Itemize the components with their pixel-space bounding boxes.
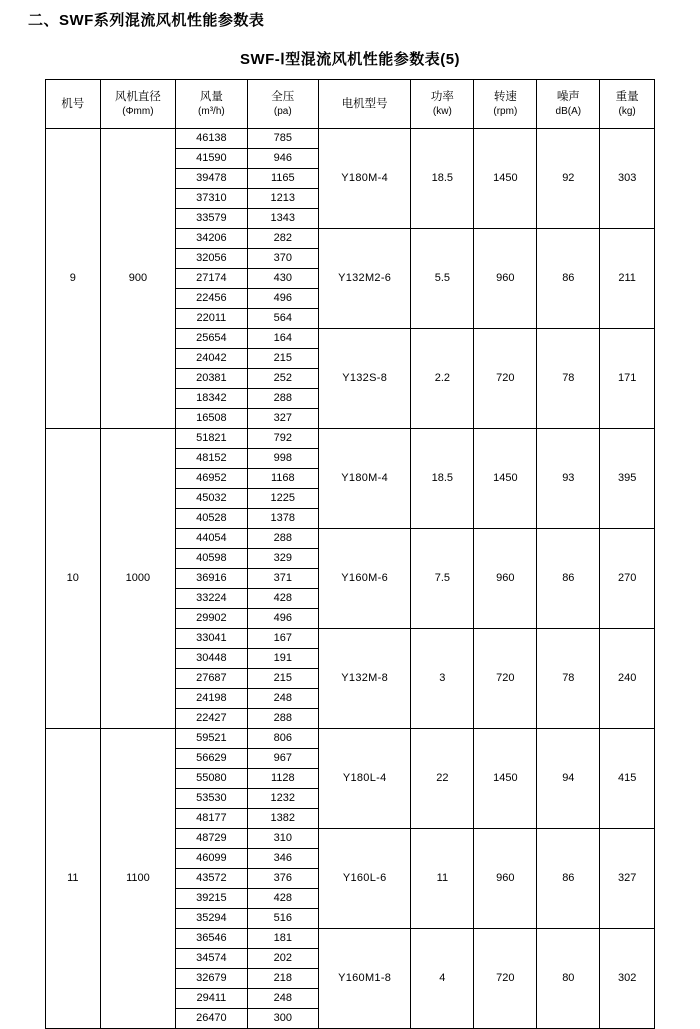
cell-speed: 1450: [474, 429, 537, 529]
cell-motor-model: Y180M-4: [318, 129, 410, 229]
header-noise-unit: dB(A): [555, 106, 582, 117]
cell-flow: 48177: [176, 809, 247, 829]
cell-pressure: 288: [247, 389, 318, 409]
header-weight-unit: (kg): [618, 106, 636, 117]
cell-flow: 34206: [176, 229, 247, 249]
cell-noise: 93: [537, 429, 600, 529]
header-power: [411, 80, 474, 129]
cell-motor-model: Y160M-6: [318, 529, 410, 629]
cell-power: 11: [411, 829, 474, 929]
cell-flow: 29902: [176, 609, 247, 629]
cell-flow: 51821: [176, 429, 247, 449]
cell-pressure: 346: [247, 849, 318, 869]
header-flow: [176, 80, 247, 129]
cell-noise: 78: [537, 329, 600, 429]
header-motor-model: [318, 80, 410, 129]
cell-pressure: 496: [247, 289, 318, 309]
cell-pressure: 191: [247, 649, 318, 669]
header-row: [46, 80, 655, 129]
cell-flow: 37310: [176, 189, 247, 209]
cell-speed: 1450: [474, 729, 537, 829]
cell-speed: 720: [474, 929, 537, 1029]
cell-power: 7.5: [411, 529, 474, 629]
cell-flow: 22011: [176, 309, 247, 329]
header-speed: [474, 80, 537, 129]
cell-noise: 94: [537, 729, 600, 829]
cell-flow: 46099: [176, 849, 247, 869]
cell-pressure: 282: [247, 229, 318, 249]
cell-power: 3: [411, 629, 474, 729]
header-motor-model-label: 电机型号: [341, 97, 388, 110]
cell-pressure: 300: [247, 1009, 318, 1029]
cell-flow: 18342: [176, 389, 247, 409]
cell-speed: 720: [474, 329, 537, 429]
cell-flow: 48729: [176, 829, 247, 849]
cell-motor-model: Y180M-4: [318, 429, 410, 529]
document-page: [0, 10, 700, 1024]
cell-flow: 24042: [176, 349, 247, 369]
cell-flow: 26470: [176, 1009, 247, 1029]
cell-weight: 211: [600, 229, 655, 329]
header-diameter: [100, 80, 176, 129]
section-heading: 二、SWF系列混流风机性能参数表: [28, 12, 265, 29]
cell-pressure: 998: [247, 449, 318, 469]
cell-weight: 327: [600, 829, 655, 929]
cell-pressure: 218: [247, 969, 318, 989]
header-machine-no-label: 机号: [61, 97, 85, 110]
cell-motor-model: Y160M1-8: [318, 929, 410, 1029]
cell-pressure: 248: [247, 989, 318, 1009]
cell-weight: 171: [600, 329, 655, 429]
header-noise-label: 噪声: [556, 91, 580, 103]
cell-pressure: 1378: [247, 509, 318, 529]
cell-machine-no: 11: [46, 729, 101, 1029]
cell-flow: 27174: [176, 269, 247, 289]
cell-motor-model: Y160L-6: [318, 829, 410, 929]
cell-flow: 35294: [176, 909, 247, 929]
cell-flow: 25654: [176, 329, 247, 349]
cell-pressure: 1225: [247, 489, 318, 509]
cell-pressure: 202: [247, 949, 318, 969]
table-header: [46, 80, 655, 129]
cell-speed: 1450: [474, 129, 537, 229]
header-flow-label: 风量: [199, 91, 223, 103]
header-flow-unit: (m³/h): [198, 106, 225, 117]
cell-noise: 80: [537, 929, 600, 1029]
cell-pressure: 252: [247, 369, 318, 389]
cell-flow: 56629: [176, 749, 247, 769]
cell-power: 5.5: [411, 229, 474, 329]
cell-speed: 960: [474, 829, 537, 929]
cell-pressure: 1128: [247, 769, 318, 789]
cell-flow: 39215: [176, 889, 247, 909]
cell-pressure: 376: [247, 869, 318, 889]
cell-power: 18.5: [411, 129, 474, 229]
cell-flow: 32679: [176, 969, 247, 989]
table-row: [46, 729, 655, 749]
cell-pressure: 1232: [247, 789, 318, 809]
cell-weight: 415: [600, 729, 655, 829]
cell-noise: 86: [537, 829, 600, 929]
page-title: SWF-Ⅰ型混流风机性能参数表(5): [239, 51, 461, 68]
header-power-label: 功率: [430, 91, 454, 103]
cell-flow: 36546: [176, 929, 247, 949]
cell-pressure: 181: [247, 929, 318, 949]
cell-flow: 40598: [176, 549, 247, 569]
cell-diameter: 1000: [100, 429, 176, 729]
cell-machine-no: 9: [46, 129, 101, 429]
header-diameter-label: 风机直径: [114, 91, 161, 103]
cell-flow: 53530: [176, 789, 247, 809]
cell-noise: 92: [537, 129, 600, 229]
cell-speed: 960: [474, 529, 537, 629]
cell-flow: 22456: [176, 289, 247, 309]
cell-weight: 303: [600, 129, 655, 229]
cell-flow: 39478: [176, 169, 247, 189]
cell-diameter: 900: [100, 129, 176, 429]
cell-speed: 720: [474, 629, 537, 729]
cell-motor-model: Y132S-8: [318, 329, 410, 429]
header-power-unit: (kw): [432, 106, 452, 117]
cell-power: 2.2: [411, 329, 474, 429]
cell-weight: 395: [600, 429, 655, 529]
cell-diameter: 1100: [100, 729, 176, 1029]
cell-flow: 46138: [176, 129, 247, 149]
table-body: [46, 129, 655, 1029]
header-pressure-label: 全压: [271, 91, 295, 103]
cell-pressure: 1165: [247, 169, 318, 189]
cell-flow: 29411: [176, 989, 247, 1009]
cell-motor-model: Y132M2-6: [318, 229, 410, 329]
cell-flow: 36916: [176, 569, 247, 589]
cell-noise: 78: [537, 629, 600, 729]
cell-weight: 270: [600, 529, 655, 629]
cell-pressure: 428: [247, 889, 318, 909]
cell-pressure: 806: [247, 729, 318, 749]
header-pressure: [247, 80, 318, 129]
header-speed-unit: (rpm): [493, 106, 518, 117]
cell-pressure: 430: [247, 269, 318, 289]
cell-flow: 20381: [176, 369, 247, 389]
cell-pressure: 248: [247, 689, 318, 709]
cell-flow: 16508: [176, 409, 247, 429]
cell-pressure: 167: [247, 629, 318, 649]
header-machine-no: [46, 80, 101, 129]
cell-pressure: 967: [247, 749, 318, 769]
cell-pressure: 329: [247, 549, 318, 569]
cell-flow: 41590: [176, 149, 247, 169]
cell-pressure: 1168: [247, 469, 318, 489]
table-row: [46, 429, 655, 449]
cell-pressure: 564: [247, 309, 318, 329]
cell-pressure: 946: [247, 149, 318, 169]
cell-pressure: 288: [247, 709, 318, 729]
cell-noise: 86: [537, 229, 600, 329]
cell-pressure: 1213: [247, 189, 318, 209]
cell-pressure: 370: [247, 249, 318, 269]
cell-power: 18.5: [411, 429, 474, 529]
cell-flow: 33224: [176, 589, 247, 609]
cell-flow: 24198: [176, 689, 247, 709]
cell-flow: 44054: [176, 529, 247, 549]
cell-flow: 40528: [176, 509, 247, 529]
header-speed-label: 转速: [493, 91, 517, 103]
cell-flow: 59521: [176, 729, 247, 749]
fan-performance-table: [45, 79, 655, 1029]
cell-weight: 302: [600, 929, 655, 1029]
header-noise: [537, 80, 600, 129]
header-diameter-unit: (Φmm): [122, 106, 154, 117]
cell-flow: 22427: [176, 709, 247, 729]
header-weight-label: 重量: [615, 91, 639, 103]
cell-motor-model: Y180L-4: [318, 729, 410, 829]
cell-flow: 34574: [176, 949, 247, 969]
header-weight: [600, 80, 655, 129]
cell-pressure: 327: [247, 409, 318, 429]
cell-pressure: 785: [247, 129, 318, 149]
cell-flow: 48152: [176, 449, 247, 469]
cell-machine-no: 10: [46, 429, 101, 729]
cell-pressure: 215: [247, 669, 318, 689]
cell-flow: 33579: [176, 209, 247, 229]
cell-pressure: 1343: [247, 209, 318, 229]
cell-pressure: 428: [247, 589, 318, 609]
cell-pressure: 496: [247, 609, 318, 629]
cell-power: 4: [411, 929, 474, 1029]
cell-noise: 86: [537, 529, 600, 629]
cell-pressure: 215: [247, 349, 318, 369]
cell-flow: 55080: [176, 769, 247, 789]
cell-pressure: 164: [247, 329, 318, 349]
cell-pressure: 288: [247, 529, 318, 549]
cell-speed: 960: [474, 229, 537, 329]
cell-flow: 45032: [176, 489, 247, 509]
cell-flow: 43572: [176, 869, 247, 889]
cell-flow: 30448: [176, 649, 247, 669]
cell-weight: 240: [600, 629, 655, 729]
cell-flow: 32056: [176, 249, 247, 269]
cell-pressure: 516: [247, 909, 318, 929]
cell-pressure: 792: [247, 429, 318, 449]
cell-flow: 33041: [176, 629, 247, 649]
cell-flow: 27687: [176, 669, 247, 689]
cell-power: 22: [411, 729, 474, 829]
header-pressure-unit: (pa): [273, 106, 292, 117]
table-row: [46, 129, 655, 149]
cell-pressure: 371: [247, 569, 318, 589]
cell-flow: 46952: [176, 469, 247, 489]
cell-pressure: 1382: [247, 809, 318, 829]
cell-motor-model: Y132M-8: [318, 629, 410, 729]
cell-pressure: 310: [247, 829, 318, 849]
